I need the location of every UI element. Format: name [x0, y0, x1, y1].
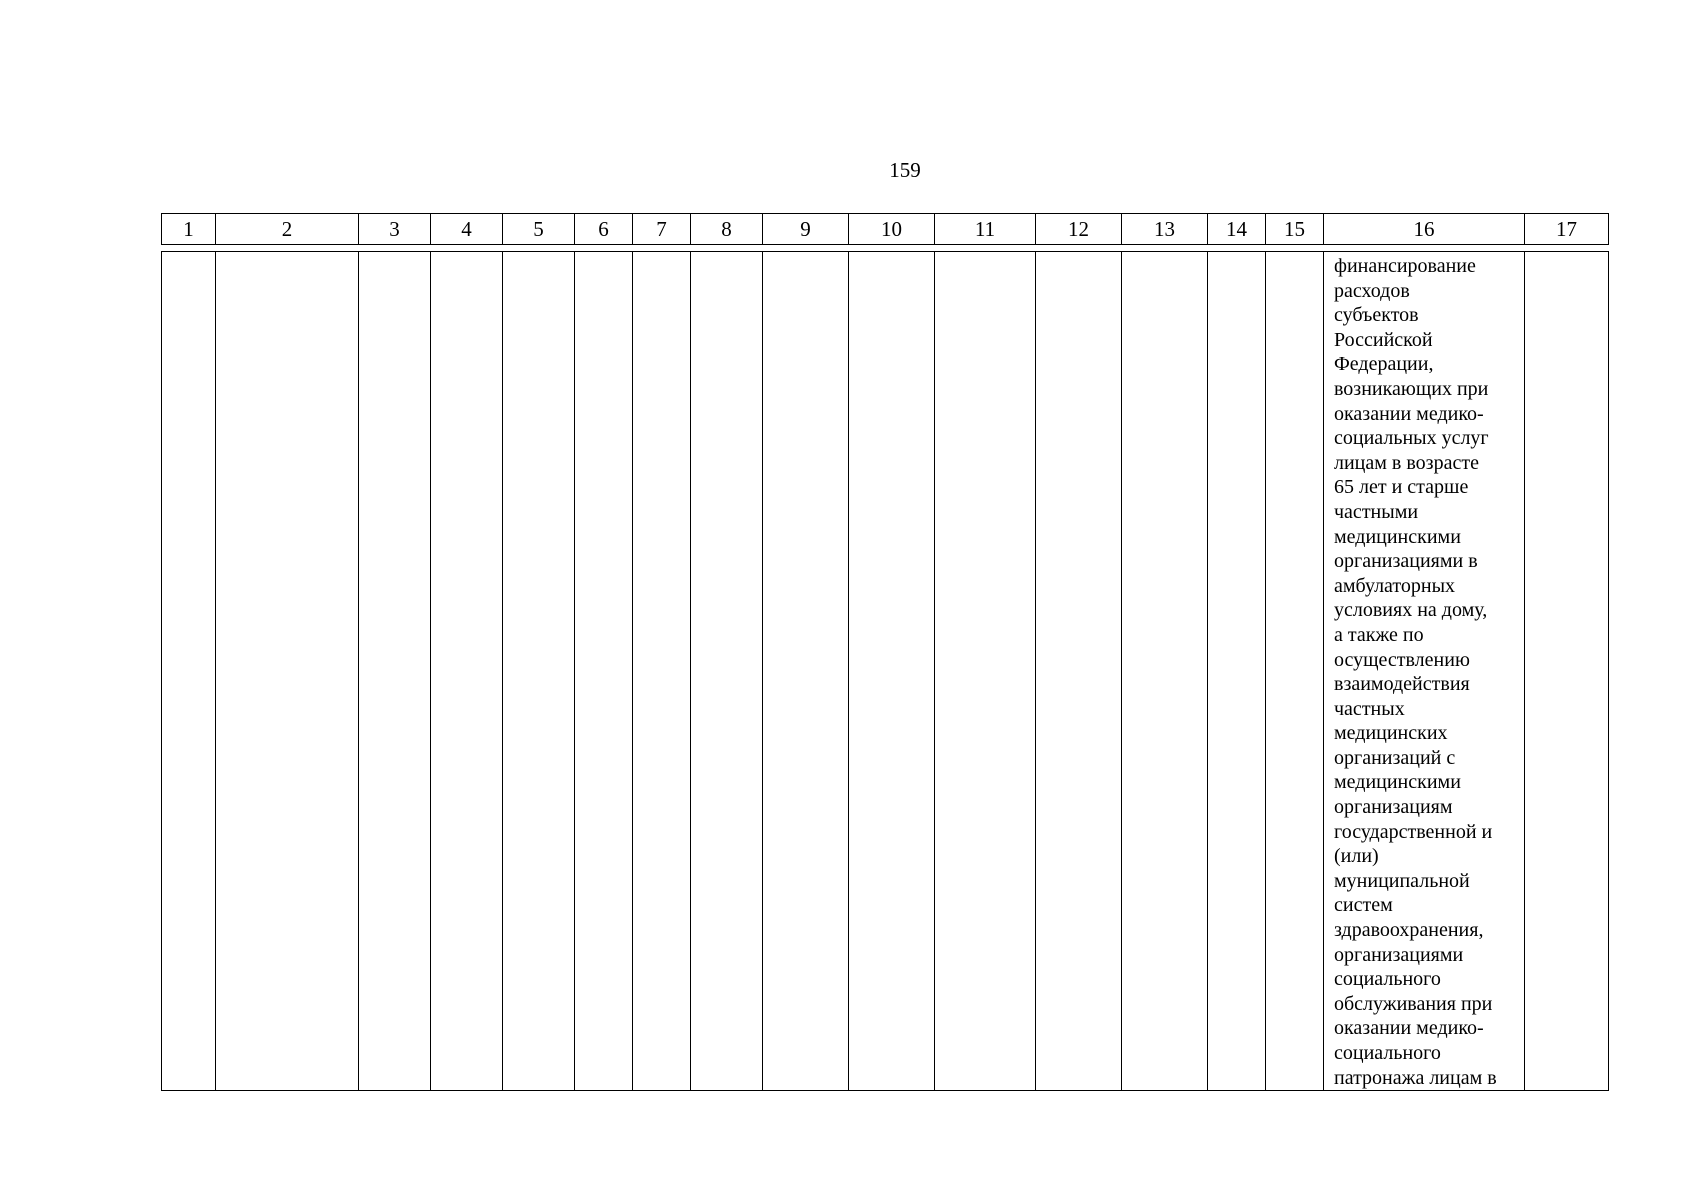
text-line: патронажа лицам в	[1334, 1066, 1497, 1089]
text-line: частными	[1334, 500, 1419, 523]
column-16-text-cell	[1324, 252, 1525, 1091]
empty-cell	[763, 252, 849, 1091]
column-number-cell: 5	[503, 214, 575, 245]
text-line: возникающих при	[1334, 377, 1489, 400]
text-line: лицам в возрасте	[1334, 451, 1479, 474]
column-number-cell: 1	[162, 214, 216, 245]
column-number-cell: 11	[935, 214, 1036, 245]
column-number-cell: 8	[691, 214, 763, 245]
text-line: условиях на дому,	[1334, 599, 1488, 622]
text-line: (или)	[1334, 845, 1379, 868]
text-line: Федерации,	[1334, 353, 1434, 376]
text-line: здравоохранения,	[1334, 919, 1484, 942]
page-number: 159	[889, 158, 921, 182]
empty-cell	[691, 252, 763, 1091]
text-line: взаимодействия	[1334, 673, 1470, 696]
text-line: 65 лет и старше	[1334, 476, 1469, 499]
column-number-cell: 9	[763, 214, 849, 245]
empty-cell	[935, 252, 1036, 1091]
text-line: а также по	[1334, 623, 1424, 646]
column-number-cell: 15	[1266, 214, 1324, 245]
text-line: систем	[1334, 894, 1393, 917]
text-line: обслуживания при	[1334, 992, 1493, 1015]
text-line: оказании медико-	[1334, 402, 1484, 425]
empty-cell	[216, 252, 359, 1091]
text-line: субъектов	[1334, 304, 1419, 327]
column-number-cell: 12	[1036, 214, 1122, 245]
empty-cell	[503, 252, 575, 1091]
text-line: Российской	[1334, 328, 1433, 351]
empty-cell	[431, 252, 503, 1091]
text-line: осуществлению	[1334, 648, 1470, 671]
text-line: социального	[1334, 968, 1441, 991]
text-line: социальных услуг	[1334, 427, 1489, 450]
text-line: финансирование	[1334, 255, 1476, 277]
column-number-row	[162, 214, 1609, 245]
empty-cell	[359, 252, 431, 1091]
column-number-cell: 16	[1324, 214, 1525, 245]
column-number-cell: 13	[1122, 214, 1208, 245]
column-number-header-table	[161, 213, 1609, 245]
table-row	[162, 252, 1609, 1091]
column-number-cell: 3	[359, 214, 431, 245]
text-line: оказании медико-	[1334, 1017, 1484, 1040]
empty-cell	[162, 252, 216, 1091]
text-line: социального	[1334, 1042, 1441, 1064]
text-line: муниципальной	[1334, 869, 1470, 892]
column-number-cell: 17	[1525, 214, 1609, 245]
empty-cell	[575, 252, 633, 1091]
data-table	[161, 251, 1609, 1091]
text-line: медицинскими	[1334, 525, 1461, 548]
column-number-cell: 14	[1208, 214, 1266, 245]
column-number-cell: 6	[575, 214, 633, 245]
text-line: амбулаторных	[1334, 574, 1456, 597]
text-line: расходов	[1334, 279, 1410, 302]
empty-cell	[1208, 252, 1266, 1091]
text-line: государственной и	[1334, 820, 1493, 843]
text-line: организаций с	[1334, 746, 1456, 769]
text-line: частных	[1334, 697, 1405, 720]
empty-cell	[1122, 252, 1208, 1091]
text-line: медицинскими	[1334, 771, 1461, 794]
text-line: организациям	[1334, 796, 1453, 819]
column-number-cell: 2	[216, 214, 359, 245]
column-number-cell: 4	[431, 214, 503, 245]
empty-cell	[849, 252, 935, 1091]
column-number-cell: 10	[849, 214, 935, 245]
text-line: медицинских	[1334, 722, 1448, 745]
empty-cell	[633, 252, 691, 1091]
empty-cell	[1525, 252, 1609, 1091]
empty-cell	[1036, 252, 1122, 1091]
text-line: организациями в	[1334, 550, 1478, 573]
column-number-cell: 7	[633, 214, 691, 245]
empty-cell	[1266, 252, 1324, 1091]
text-line: организациями	[1334, 943, 1464, 966]
